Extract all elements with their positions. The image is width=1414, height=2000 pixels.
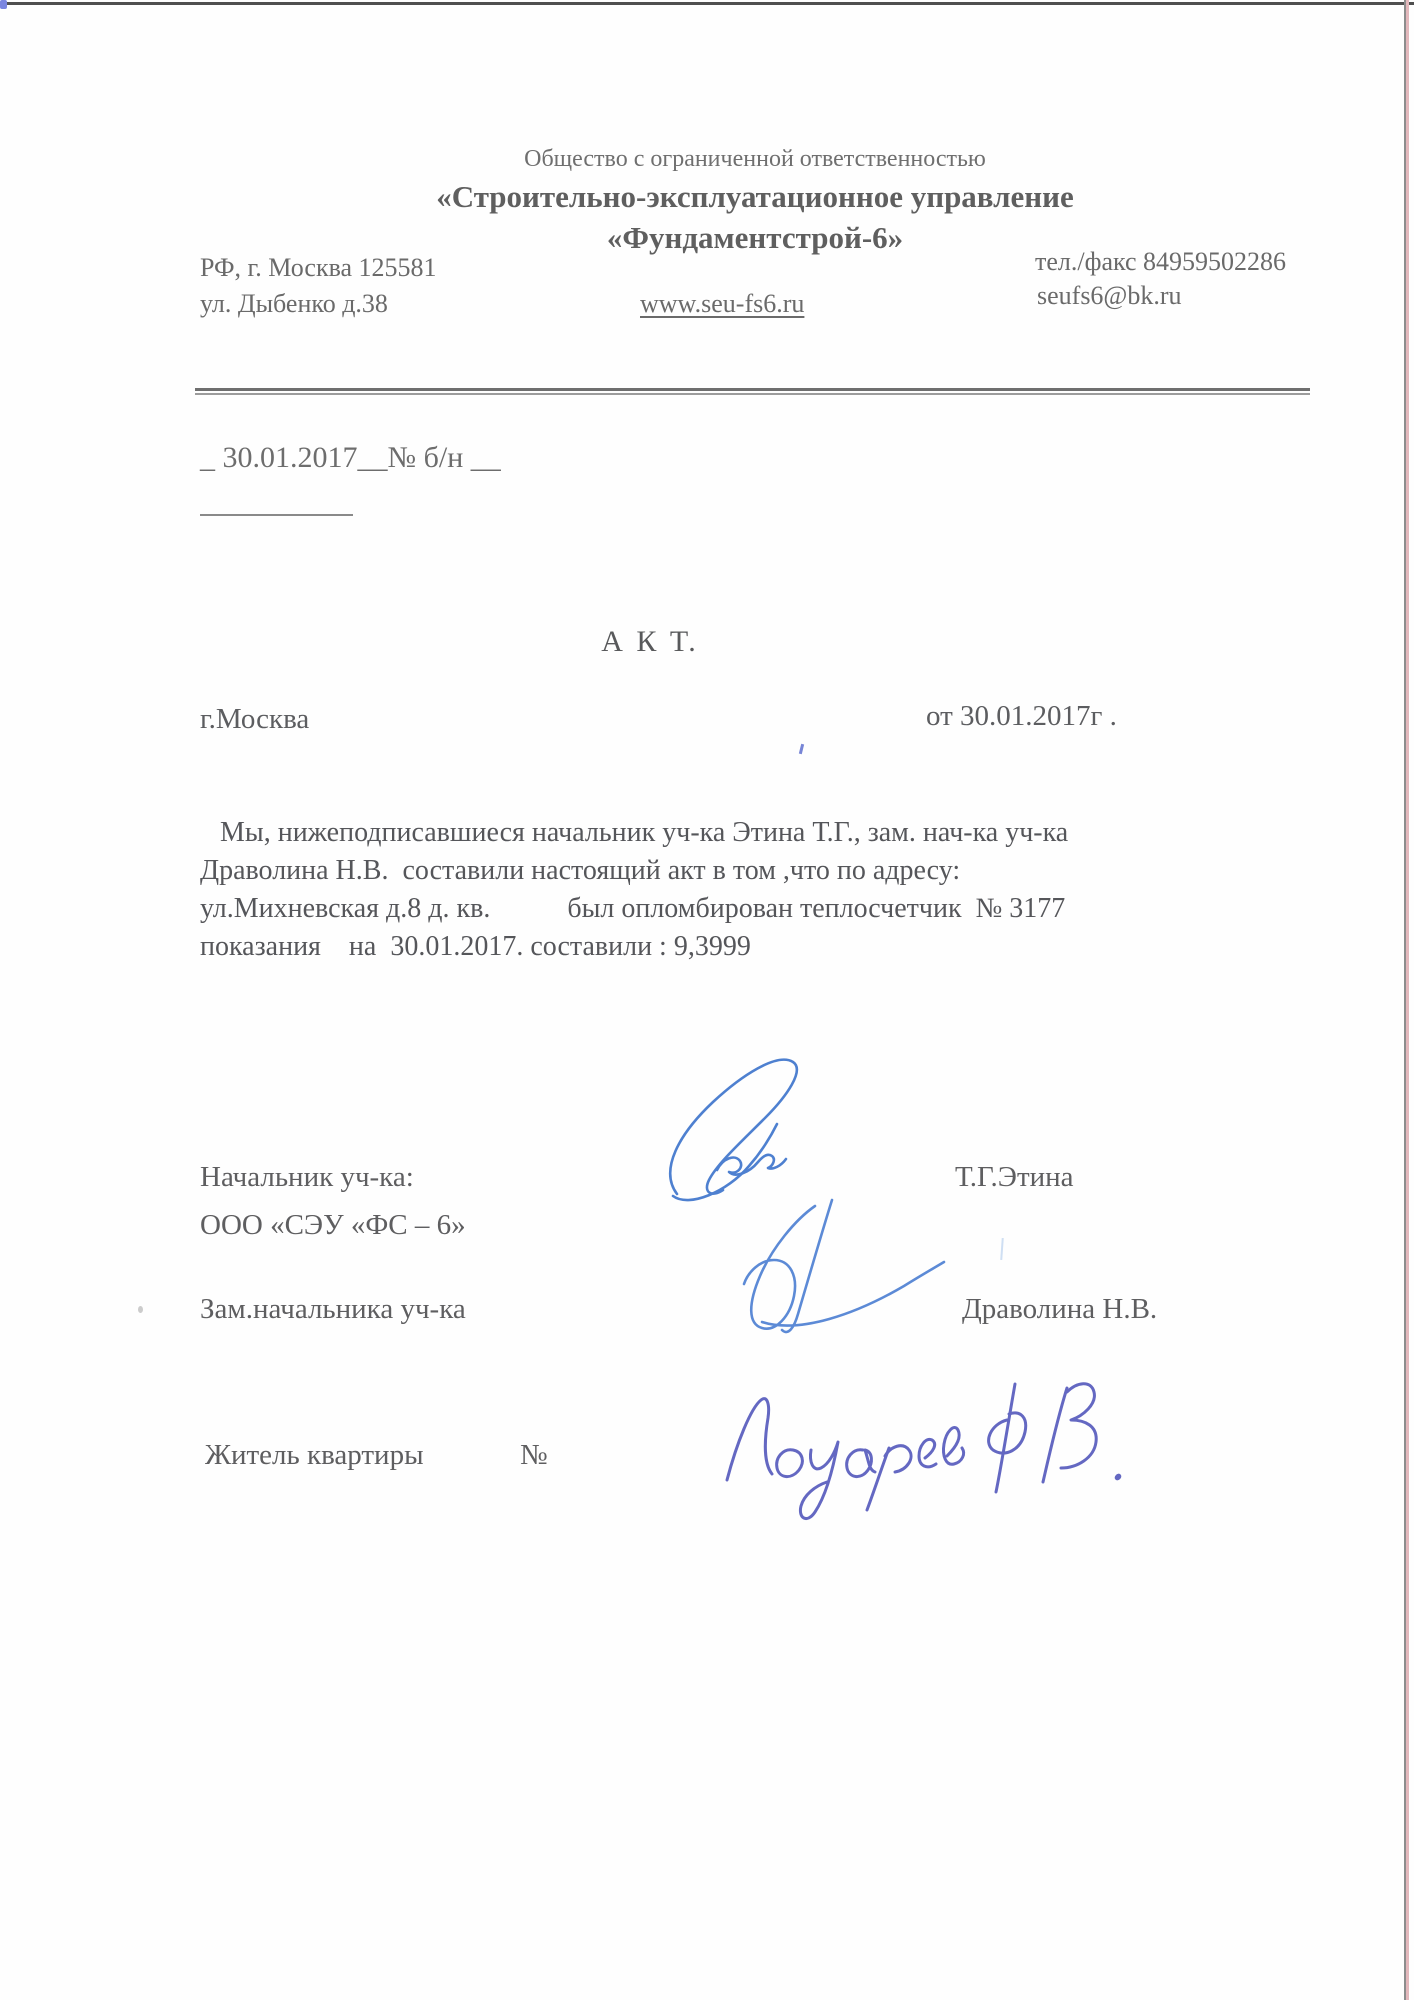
address-line-1: РФ, г. Москва 125581 (200, 253, 437, 282)
city-label: г.Москва (200, 703, 310, 735)
signature-dravolina (700, 1196, 950, 1341)
email-line: seufs6@bk.ru (1037, 281, 1182, 310)
signature-resident (715, 1358, 1145, 1533)
head-of-section-label: Начальник уч-ка: (200, 1161, 414, 1193)
ink-speck-artifact (1000, 1238, 1004, 1260)
scan-top-edge-line (0, 2, 1414, 5)
resident-number-sign: № (520, 1439, 548, 1471)
scan-speck-artifact (138, 1306, 143, 1313)
head-org-label: ООО «СЭУ «ФС – 6» (200, 1209, 466, 1241)
body-text-line: Драволина Н.В. составили настоящий акт в том ,что по адресу: (200, 855, 961, 886)
date-number-reference: _ 30.01.2017__№ б/н __ (200, 441, 501, 474)
blank-underscore-line (200, 514, 353, 516)
body-text-line: показания на 30.01.2017. составили : 9,3999 (200, 931, 751, 962)
org-type-line: Общество с ограниченной ответственностью (524, 146, 986, 172)
head-name: Т.Г.Этина (955, 1161, 1074, 1193)
ink-speck-artifact (799, 744, 804, 754)
scan-right-edge-line (1404, 0, 1409, 2000)
org-name-line-1: «Строительно-эксплуатационное управление (436, 179, 1074, 214)
phone-fax-line: тел./факс 84959502286 (1035, 247, 1287, 276)
letterhead-divider-rule (195, 388, 1310, 395)
org-name-line-2: «Фундаментстрой-6» (606, 220, 904, 255)
website-link: www.seu-fs6.ru (640, 289, 805, 318)
deputy-name: Драволина Н.В. (962, 1293, 1158, 1325)
document-title: А К Т. (601, 625, 699, 658)
resident-label: Житель квартиры (205, 1439, 424, 1471)
signature-etina (655, 1056, 840, 1216)
body-text-line: ул.Михневская д.8 д. кв. был опломбирован теплосчетчик № 3177 (200, 893, 1066, 924)
body-text-line: Мы, нижеподписавшиеся начальник уч-ка Этина Т.Г., зам. нач-ка уч-ка (220, 817, 1069, 848)
deputy-label: Зам.начальника уч-ка (200, 1293, 466, 1325)
address-line-2: ул. Дыбенко д.38 (200, 289, 388, 318)
scan-corner-artifact (0, 0, 7, 9)
document-date: от 30.01.2017г . (926, 700, 1117, 732)
